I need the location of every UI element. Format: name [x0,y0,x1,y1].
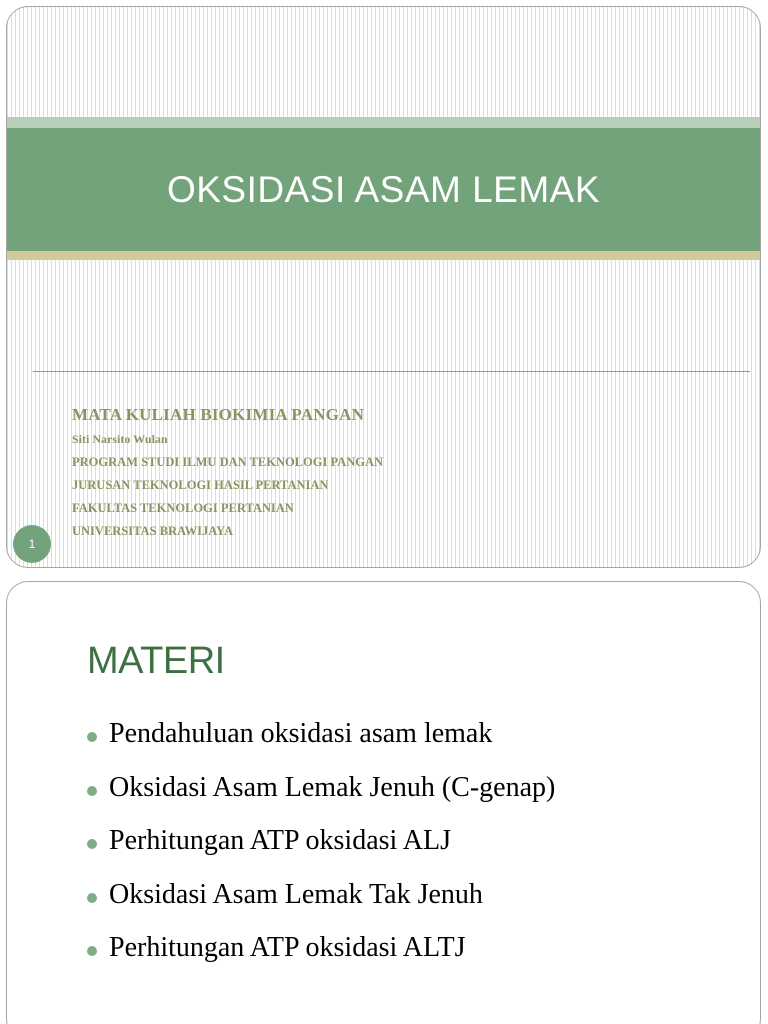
slide-2 [6,581,761,1024]
list-item-text: Oksidasi Asam Lemak Tak Jenuh [109,878,483,910]
bullet-icon [87,839,97,849]
faculty-name: FAKULTAS TEKNOLOGI PERTANIAN [72,501,294,515]
department-name: JURUSAN TEKNOLOGI HASIL PERTANIAN [72,478,329,492]
title-band-bottom-stripe [7,251,760,260]
list-item-text: Perhitungan ATP oksidasi ALTJ [109,932,466,963]
subtitle-block [72,405,383,547]
list-item [87,772,555,826]
divider-line [33,371,750,372]
list-item [87,879,555,933]
bullet-icon [87,732,97,742]
course-name: MATA KULIAH BIOKIMIA PANGAN [72,405,365,424]
list-item-text: Perhitungan ATP oksidasi ALJ [109,825,451,856]
study-program: PROGRAM STUDI ILMU DAN TEKNOLOGI PANGAN [72,455,384,469]
slide-title: OKSIDASI ASAM LEMAK [166,169,601,210]
title-band-top-stripe [7,117,760,128]
list-item [87,718,555,772]
list-item [87,932,555,986]
bullet-icon [87,946,97,956]
bullet-icon [87,786,97,796]
slide-1 [6,6,761,568]
list-item-text: Pendahuluan oksidasi asam lemak [109,718,493,749]
materi-title: MATERI [87,640,225,682]
list-item-text: Oksidasi Asam Lemak Jenuh (C-genap) [109,771,556,803]
author-name: Siti Narsito Wulan [72,432,168,446]
bullet-icon [87,893,97,903]
page-number-badge: 1 [13,525,51,563]
university-name: UNIVERSITAS BRAWIJAYA [72,524,234,538]
list-item [87,825,555,879]
topic-list [87,718,555,986]
